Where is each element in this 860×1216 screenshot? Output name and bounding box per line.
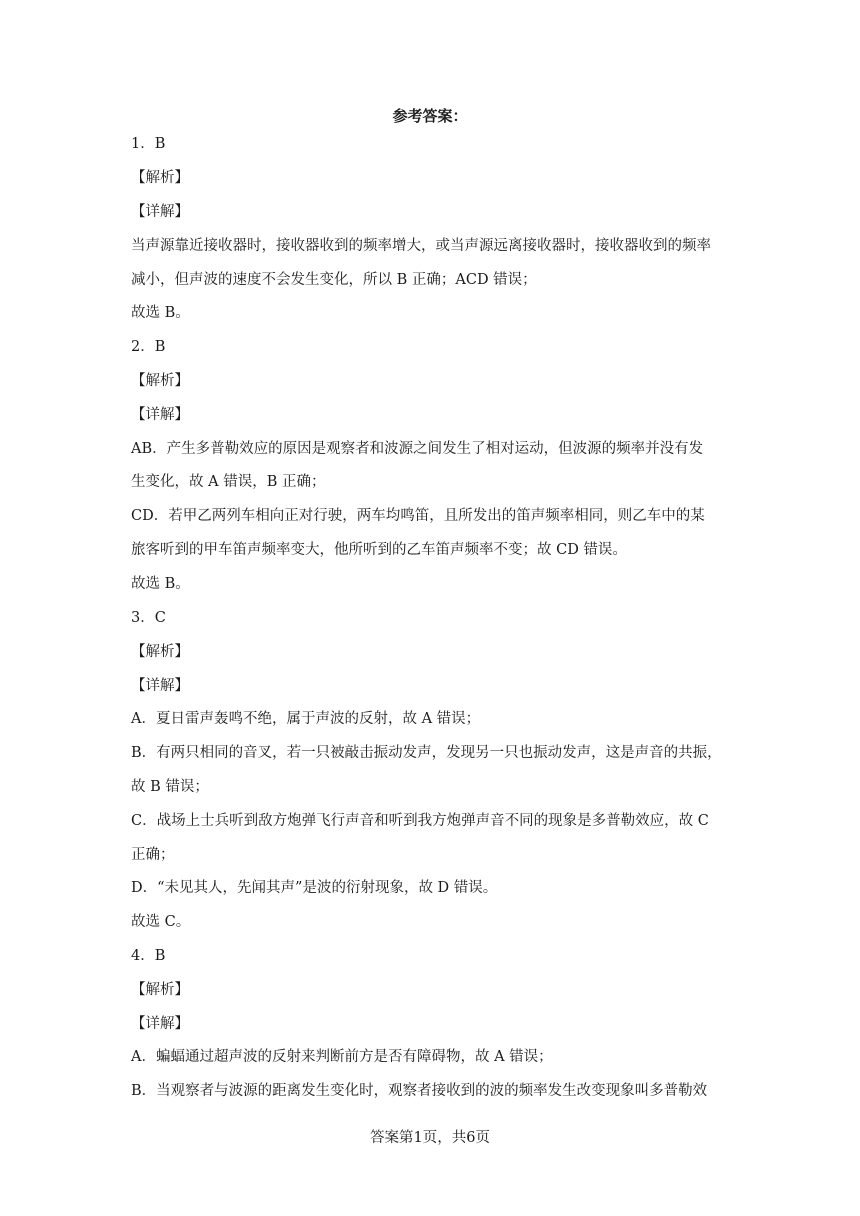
text-line: 2．B	[131, 339, 166, 355]
text-line: 【详解】	[131, 407, 189, 423]
text-line: A．蝙蝠通过超声波的反射来判断前方是否有障碍物，故 A 错误；	[131, 1049, 553, 1065]
text-line: 【详解】	[131, 678, 189, 694]
text-line: 正确；	[131, 847, 175, 863]
text-line: 故选 C。	[131, 914, 191, 930]
text-line: 【解析】	[131, 982, 189, 998]
text-line: 旅客听到的甲车笛声频率变大，他所听到的乙车笛声频率不变；故 CD 错误。	[131, 542, 627, 558]
text-line: 当声源靠近接收器时，接收器收到的频率增大，或当声源远离接收器时，接收器收到的频率	[131, 238, 711, 254]
text-line: 4．B	[131, 948, 166, 964]
text-line: A．夏日雷声轰鸣不绝，属于声波的反射，故 A 错误；	[131, 711, 481, 727]
text-line: 【详解】	[131, 1016, 189, 1032]
text-line: AB．产生多普勒效应的原因是观察者和波源之间发生了相对运动，但波源的频率并没有发	[131, 441, 704, 457]
text-line: 故 B 错误；	[131, 779, 209, 795]
text-line: 3．C	[131, 610, 166, 626]
text-line: C．战场上士兵听到敌方炮弹飞行声音和听到我方炮弹声音不同的现象是多普勒效应，故 C	[131, 813, 709, 829]
text-line: 生变化，故 A 错误，B 正确；	[131, 474, 326, 490]
text-line: CD．若甲乙两列车相向正对行驶，两车均鸣笛，且所发出的笛声频率相同，则乙车中的某	[131, 508, 705, 524]
text-line: 故选 B。	[131, 305, 190, 321]
text-line: 1．B	[131, 136, 166, 152]
text-line: 减小，但声波的速度不会发生变化，所以 B 正确；ACD 错误；	[131, 272, 537, 288]
text-line: 【解析】	[131, 644, 189, 660]
text-line: 【解析】	[131, 170, 189, 186]
answer-title: 参考答案：	[392, 107, 468, 125]
text-line: B．有两只相同的音叉，若一只被敲击振动发声，发现另一只也振动发声，这是声音的共振，	[131, 745, 722, 761]
text-line: B．当观察者与波源的距离发生变化时，观察者接收到的波的频率发生改变现象叫多普勒效	[131, 1083, 708, 1099]
text-line: 【详解】	[131, 204, 189, 220]
text-line: 【解析】	[131, 373, 189, 389]
text-line: D．“未见其人，先闻其声”是波的衍射现象，故 D 错误。	[131, 880, 498, 896]
text-line: 故选 B。	[131, 576, 190, 592]
page-footer: 答案第1页，共6页	[370, 1130, 490, 1146]
